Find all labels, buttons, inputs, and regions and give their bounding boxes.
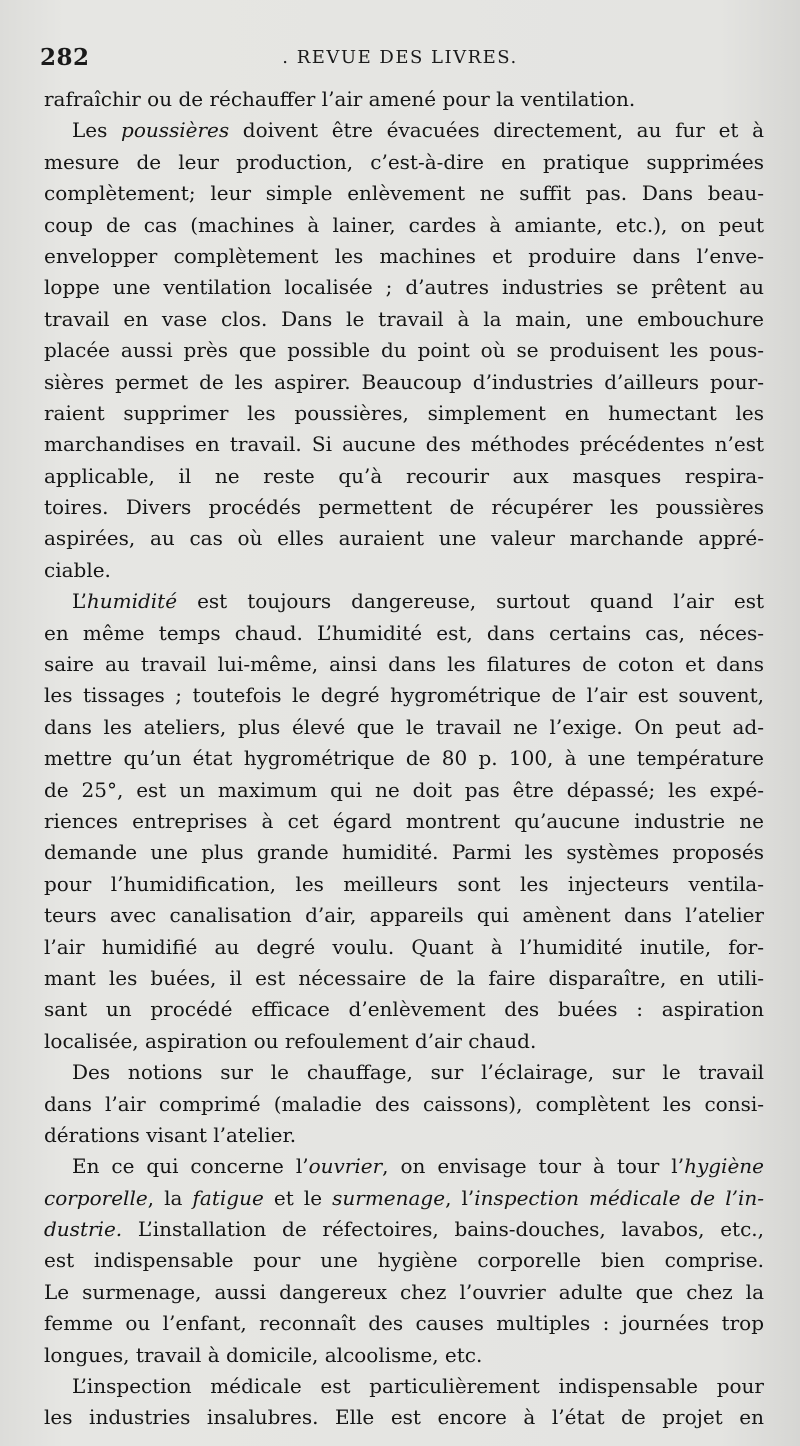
text-run: les industries insalubres. Elle est encore à l’état de projet en <box>44 1405 764 1430</box>
paragraph <box>44 1151 764 1371</box>
text-run: aspirées, au cas où elles auraient une valeur marchande appré- <box>44 526 764 551</box>
text-line <box>44 492 764 523</box>
text-line <box>44 837 764 868</box>
text-line <box>44 1214 764 1245</box>
text-line <box>44 712 764 743</box>
text-run: Des notions sur le chauffage, sur l’éclairage, sur le travail <box>72 1060 764 1085</box>
text-line <box>44 806 764 837</box>
text-run: et le <box>263 1185 333 1210</box>
text-line <box>44 147 764 178</box>
paragraph <box>44 84 764 115</box>
text-line <box>44 1057 764 1088</box>
text-run: toires. Divers procédés permettent de récupérer les poussières <box>44 495 764 520</box>
page-number: 282 <box>40 44 90 71</box>
text-line <box>44 869 764 900</box>
text-run: rafraîchir ou de réchauffer l’air amené pour la ventilation. <box>44 87 636 111</box>
text-run: L’installation de réfectoires, bains-douches, lavabos, etc., <box>122 1217 764 1242</box>
text-run: dérations visant l’atelier. <box>44 1122 297 1147</box>
text-line <box>44 618 764 649</box>
text-run: mant les buées, il est nécessaire de la faire disparaître, en utili- <box>44 965 764 990</box>
text-line <box>44 210 764 241</box>
text-run: loppe une ventilation localisée ; d’autres industries se prêtent au <box>44 275 764 300</box>
text-line <box>44 1120 764 1151</box>
text-line <box>44 680 764 711</box>
text-run: en même temps chaud. L’humidité est, dans certains cas, néces- <box>44 620 764 645</box>
paragraph <box>44 1057 764 1151</box>
text-run: dans l’air comprimé (maladie des caissons), complètent les consi- <box>44 1091 764 1116</box>
text-line <box>44 900 764 931</box>
text-line <box>44 963 764 994</box>
text-run: longues, travail à domicile, alcoolisme, etc. <box>44 1342 483 1367</box>
text-run: , la <box>147 1185 193 1210</box>
italic-run: surmenage <box>332 1185 446 1210</box>
text-run: Le surmenage, aussi dangereux chez l’ouvrier adulte que chez la <box>44 1279 764 1304</box>
text-line <box>44 429 764 460</box>
text-run: L’ <box>72 589 87 614</box>
text-run: doivent être évacuées directement, au fur et à <box>229 118 764 143</box>
text-line <box>44 1151 764 1182</box>
italic-run: corporelle <box>44 1185 148 1210</box>
text-run: de 25°, est un maximum qui ne doit pas être dépassé; les expé- <box>44 777 764 802</box>
text-run: placée aussi près que possible du point où se produisent les pous- <box>44 338 764 363</box>
text-run: Les <box>72 118 122 143</box>
italic-run: dustrie. <box>44 1217 123 1242</box>
italic-run: ouvrier <box>308 1154 383 1179</box>
text-line <box>44 649 764 680</box>
paragraph <box>44 1371 764 1434</box>
text-run: raient supprimer les poussières, simplement en humectant les <box>44 400 764 425</box>
text-line <box>44 1026 764 1057</box>
text-line <box>44 1402 764 1433</box>
text-line <box>44 775 764 806</box>
text-line <box>44 398 764 429</box>
running-title: . REVUE DES LIVRES. <box>282 47 518 68</box>
text-run: est indispensable pour une hygiène corporelle bien comprise. <box>44 1248 764 1273</box>
text-run: les tissages ; toutefois le degré hygrométrique de l’air est souvent, <box>44 683 764 708</box>
italic-run: fatigue <box>192 1185 264 1210</box>
text-run: mettre qu’un état hygrométrique de 80 p. 100, à une température <box>44 746 764 771</box>
page-header <box>40 40 760 76</box>
italic-run: humidité <box>86 589 178 614</box>
text-line <box>44 1245 764 1276</box>
text-run: En ce qui concerne l’ <box>72 1154 309 1179</box>
text-run: ciable. <box>44 557 111 582</box>
paragraph <box>44 586 764 1057</box>
text-run: coup de cas (machines à lainer, cardes à amiante, etc.), on peut <box>44 212 764 237</box>
text-line <box>44 586 764 617</box>
text-line <box>44 1183 764 1214</box>
text-run: L’inspection médicale est particulièrement indispensable pour <box>72 1374 764 1399</box>
body-text <box>44 84 764 1434</box>
text-run: teurs avec canalisation d’air, appareils qui amènent dans l’atelier <box>44 903 764 928</box>
text-run: , l’ <box>445 1185 475 1210</box>
italic-run: hygiène <box>684 1154 764 1179</box>
text-line <box>44 335 764 366</box>
text-run: localisée, aspiration ou refoulement d’air chaud. <box>44 1028 537 1053</box>
text-line <box>44 461 764 492</box>
text-run: , on envisage tour à tour l’ <box>382 1154 685 1179</box>
text-run: marchandises en travail. Si aucune des méthodes précédentes n’est <box>44 432 764 457</box>
text-line <box>44 743 764 774</box>
text-line <box>44 367 764 398</box>
text-run: est toujours dangereuse, surtout quand l’air est <box>177 589 764 614</box>
text-run: femme ou l’enfant, reconnaît des causes multiples : journées trop <box>44 1311 764 1336</box>
text-line <box>44 994 764 1025</box>
text-line <box>44 932 764 963</box>
text-line <box>44 1340 764 1371</box>
italic-run: poussières <box>121 118 230 143</box>
text-line <box>44 272 764 303</box>
text-line <box>44 178 764 209</box>
italic-run: inspection médicale de l’in- <box>474 1185 764 1210</box>
text-run: travail en vase clos. Dans le travail à la main, une embouchure <box>44 306 764 331</box>
text-run: sières permet de les aspirer. Beaucoup d’industries d’ailleurs pour- <box>44 369 764 394</box>
text-run: riences entreprises à cet égard montrent qu’aucune industrie ne <box>44 808 764 833</box>
text-line <box>44 115 764 146</box>
text-run: pour l’humidification, les meilleurs sont les injecteurs ventila- <box>44 871 764 896</box>
text-line <box>44 555 764 586</box>
text-line <box>44 1371 764 1402</box>
text-line <box>44 1089 764 1120</box>
text-run: sant un procédé efficace d’enlèvement des buées : aspiration <box>44 997 764 1022</box>
text-run: mesure de leur production, c’est-à-dire en pratique supprimées <box>44 149 764 174</box>
text-run: l’air humidifié au degré voulu. Quant à l’humidité inutile, for- <box>44 934 764 959</box>
text-line <box>44 1308 764 1339</box>
text-run: applicable, il ne reste qu’à recourir aux masques respira- <box>44 463 764 488</box>
text-run: demande une plus grande humidité. Parmi les systèmes proposés <box>44 840 764 865</box>
text-line <box>44 523 764 554</box>
paragraph <box>44 115 764 586</box>
text-line <box>44 84 764 115</box>
text-run: complètement; leur simple enlèvement ne suffit pas. Dans beau- <box>44 181 764 206</box>
text-run: saire au travail lui-même, ainsi dans les filatures de coton et dans <box>44 652 764 677</box>
text-run: dans les ateliers, plus élevé que le travail ne l’exige. On peut ad- <box>44 714 764 739</box>
text-run: envelopper complètement les machines et produire dans l’enve- <box>44 243 764 268</box>
text-line <box>44 1277 764 1308</box>
text-line <box>44 241 764 272</box>
text-line <box>44 304 764 335</box>
